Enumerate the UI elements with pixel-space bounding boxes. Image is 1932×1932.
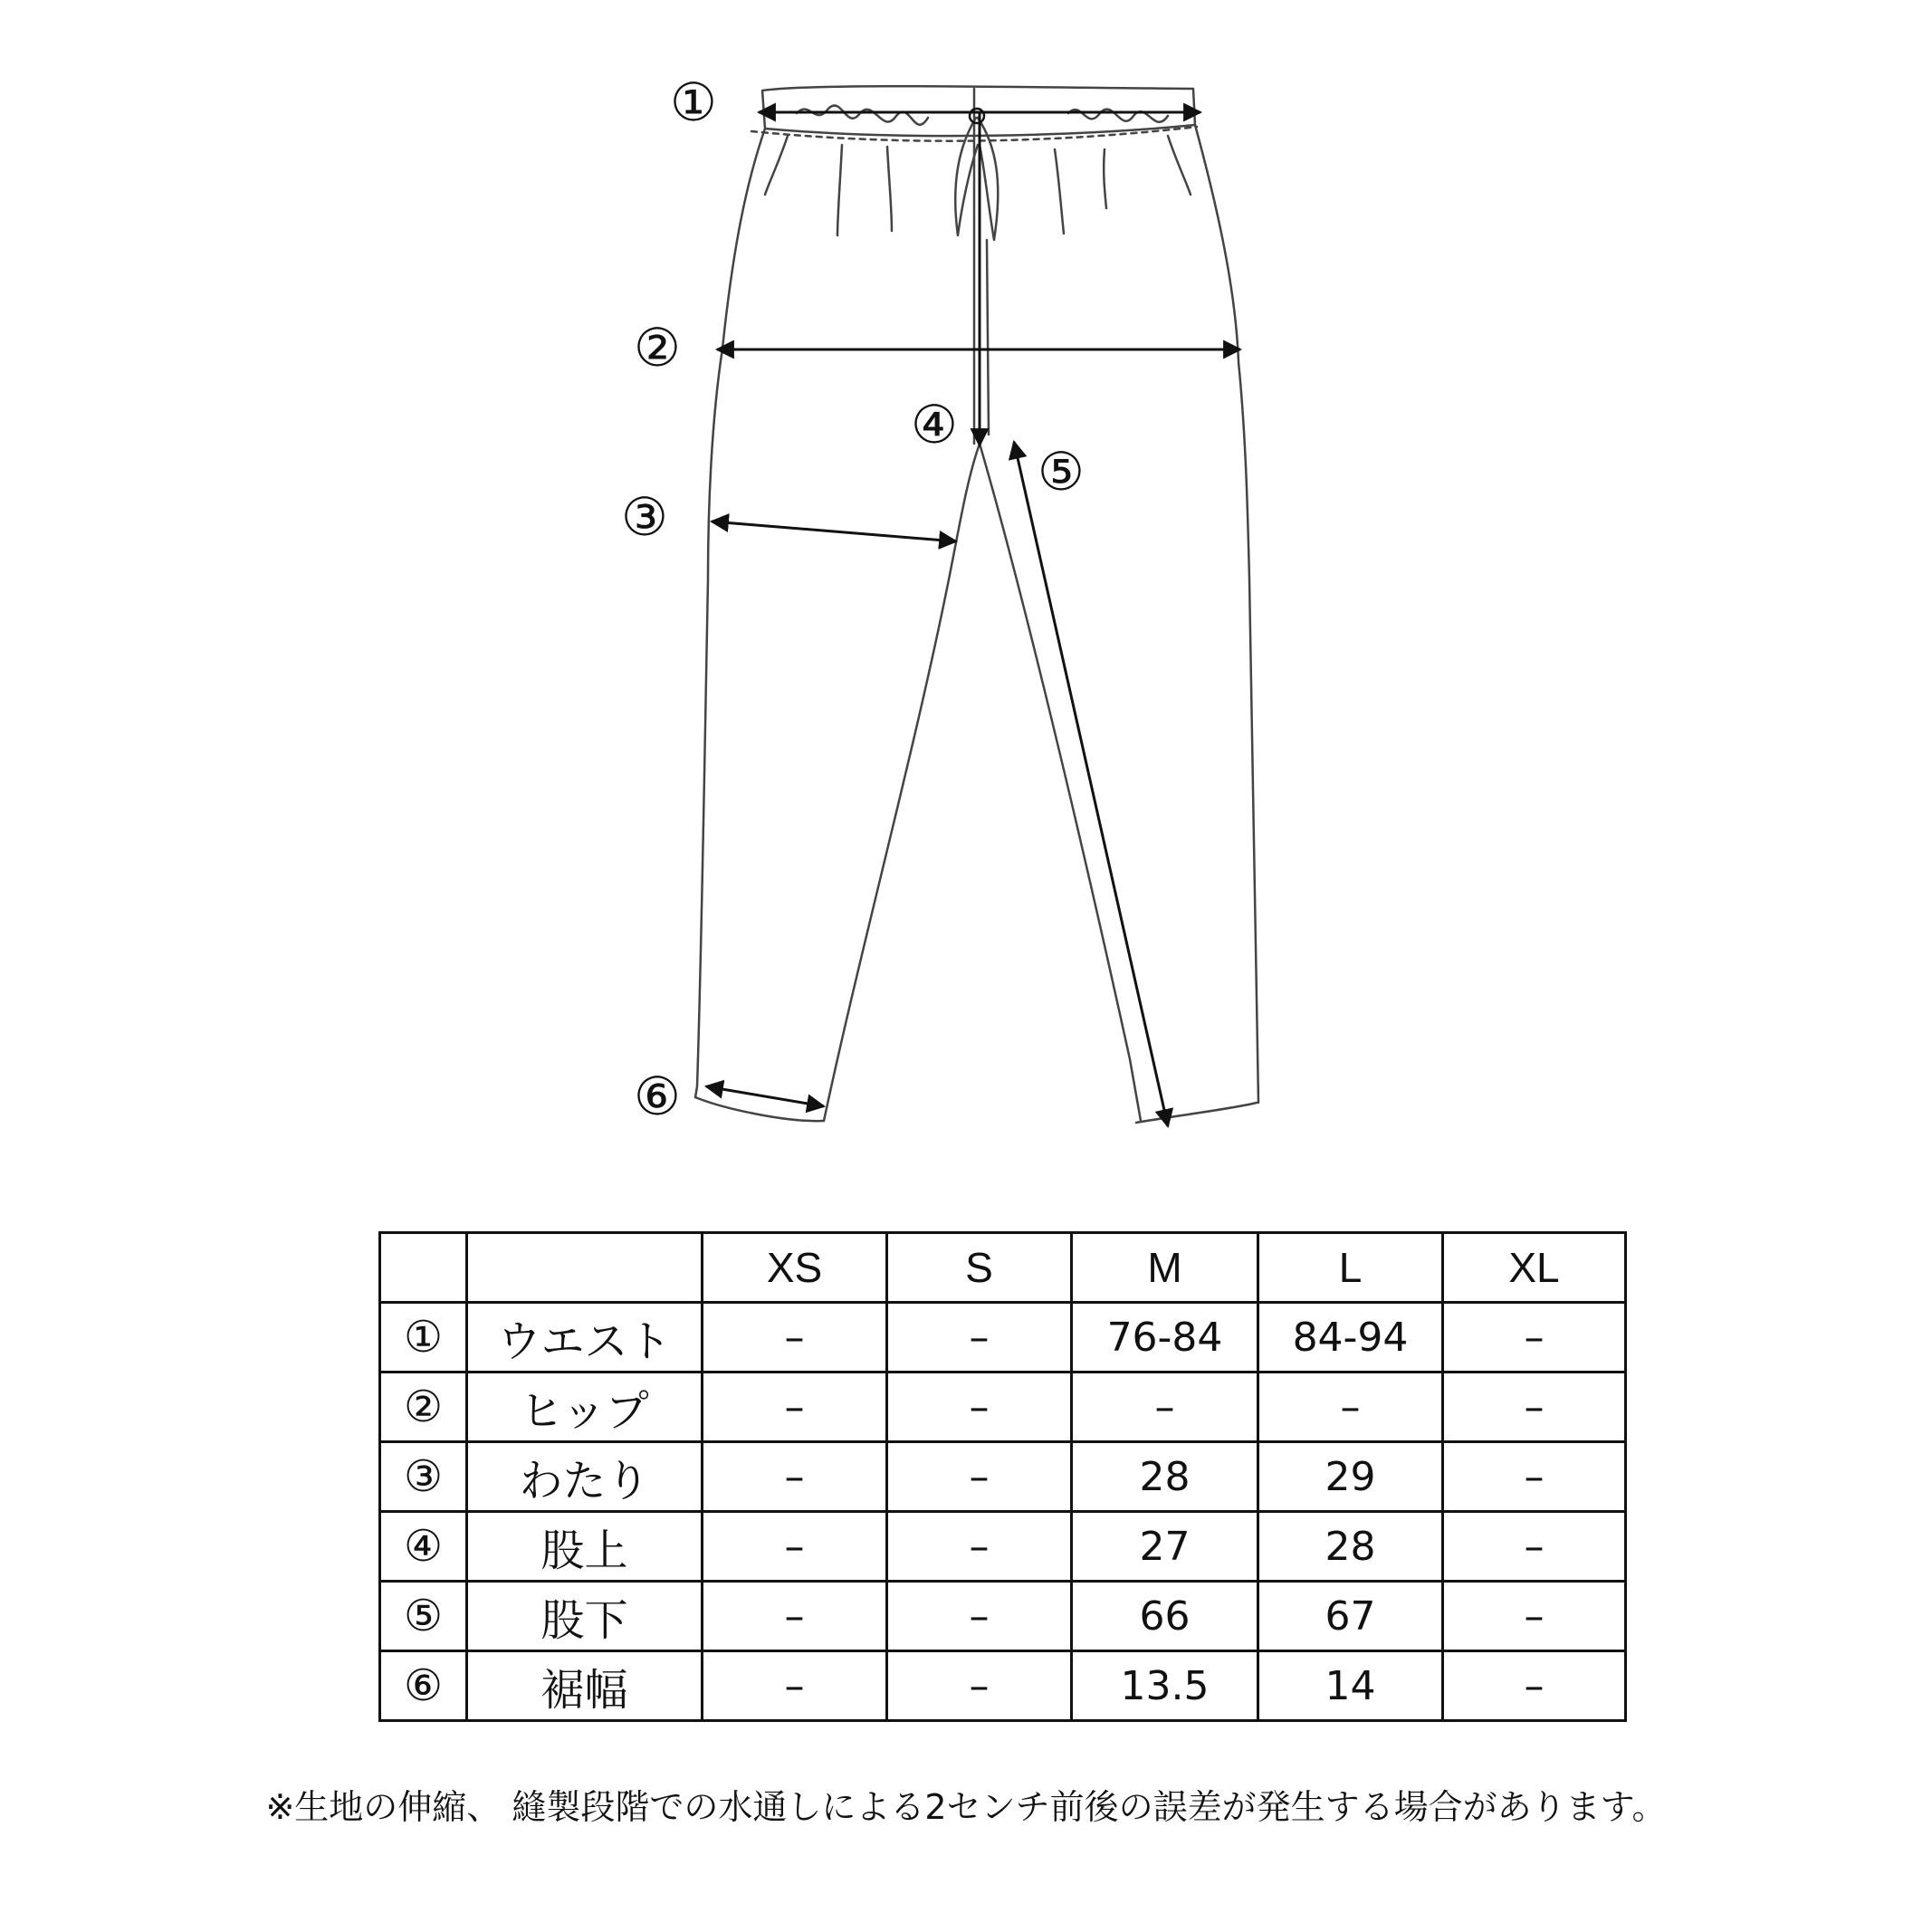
cell-m: 76-84 xyxy=(1072,1303,1258,1372)
size-chart-table xyxy=(378,1231,1627,1722)
row-number: ④ xyxy=(380,1512,467,1582)
left-pocket-line xyxy=(765,136,788,195)
cell-l: 28 xyxy=(1258,1512,1443,1582)
cell-xs: – xyxy=(703,1372,887,1442)
gather-left-2 xyxy=(887,147,892,231)
cell-l: 14 xyxy=(1258,1651,1443,1721)
cell-l: 67 xyxy=(1258,1582,1443,1651)
cell-s: – xyxy=(887,1651,1072,1721)
cell-s: – xyxy=(887,1303,1072,1372)
cell-xl: – xyxy=(1443,1372,1626,1442)
table-row-thigh xyxy=(380,1442,1626,1512)
table-row-hem-width xyxy=(380,1651,1626,1721)
left-hem xyxy=(695,1097,824,1121)
right-hem xyxy=(1136,1103,1257,1123)
drawstring-tail xyxy=(987,240,989,435)
drawstring-knot xyxy=(970,109,984,123)
cell-l: 29 xyxy=(1258,1442,1443,1512)
disclaimer-note: ※生地の伸縮、 縫製段階での水通しによる2センチ前後の誤差が発生する場合があります。 xyxy=(265,1787,1667,1827)
cell-m: 13.5 xyxy=(1072,1651,1258,1721)
marker-label-1: ① xyxy=(670,72,717,133)
row-name: 股下 xyxy=(467,1582,703,1651)
cell-xs: – xyxy=(703,1512,887,1582)
left-inseam xyxy=(824,444,980,1121)
gathers-left xyxy=(797,106,928,125)
row-name: 裾幅 xyxy=(467,1651,703,1721)
row-number: ③ xyxy=(380,1442,467,1512)
table-row-inseam xyxy=(380,1582,1626,1651)
cell-xl: – xyxy=(1443,1303,1626,1372)
header-cell-xl: XL xyxy=(1443,1233,1626,1303)
measure-line-5 xyxy=(1014,442,1168,1126)
cell-xs: – xyxy=(703,1651,887,1721)
measure-line-3 xyxy=(712,521,956,541)
cell-xl: – xyxy=(1443,1512,1626,1582)
cell-s: – xyxy=(887,1582,1072,1651)
row-number: ⑥ xyxy=(380,1651,467,1721)
row-number: ① xyxy=(380,1303,467,1372)
table-row-rise xyxy=(380,1512,1626,1582)
row-name: ヒップ xyxy=(467,1372,703,1442)
row-number: ② xyxy=(380,1372,467,1442)
cell-xs: – xyxy=(703,1303,887,1372)
gather-right-1 xyxy=(1055,149,1064,234)
right-inseam xyxy=(980,441,1141,1121)
right-pocket-line xyxy=(1168,136,1191,195)
marker-label-6: ⑥ xyxy=(634,1066,681,1127)
table-row-waist xyxy=(380,1303,1626,1372)
cell-xl: – xyxy=(1443,1651,1626,1721)
row-name: わたり xyxy=(467,1442,703,1512)
cell-s: – xyxy=(887,1372,1072,1442)
cell-m: 66 xyxy=(1072,1582,1258,1651)
cell-m: 27 xyxy=(1072,1512,1258,1582)
left-outseam xyxy=(695,129,765,1097)
table-header-row xyxy=(380,1233,1626,1303)
marker-label-4: ④ xyxy=(911,394,958,455)
measure-line-6 xyxy=(706,1086,824,1106)
header-cell-s: S xyxy=(887,1233,1072,1303)
gather-left-1 xyxy=(837,145,842,235)
row-number: ⑤ xyxy=(380,1582,467,1651)
header-cell-item xyxy=(467,1233,703,1303)
cell-xl: – xyxy=(1443,1442,1626,1512)
marker-label-3: ③ xyxy=(621,486,668,548)
gather-right-2 xyxy=(1104,149,1106,208)
header-cell-num xyxy=(380,1233,467,1303)
right-outseam xyxy=(1195,125,1258,1103)
cell-xs: – xyxy=(703,1582,887,1651)
cell-xl: – xyxy=(1443,1582,1626,1651)
header-cell-xs: XS xyxy=(703,1233,887,1303)
cell-l: – xyxy=(1258,1372,1443,1442)
marker-label-2: ② xyxy=(634,317,681,378)
cell-m: 28 xyxy=(1072,1442,1258,1512)
table-row-hip xyxy=(380,1372,1626,1442)
header-cell-m: M xyxy=(1072,1233,1258,1303)
header-cell-l: L xyxy=(1258,1233,1443,1303)
cell-s: – xyxy=(887,1442,1072,1512)
cell-l: 84-94 xyxy=(1258,1303,1443,1372)
marker-label-5: ⑤ xyxy=(1038,441,1085,502)
cell-m: – xyxy=(1072,1372,1258,1442)
cell-s: – xyxy=(887,1512,1072,1582)
row-name: 股上 xyxy=(467,1512,703,1582)
cell-xs: – xyxy=(703,1442,887,1512)
row-name: ウエスト xyxy=(467,1303,703,1372)
